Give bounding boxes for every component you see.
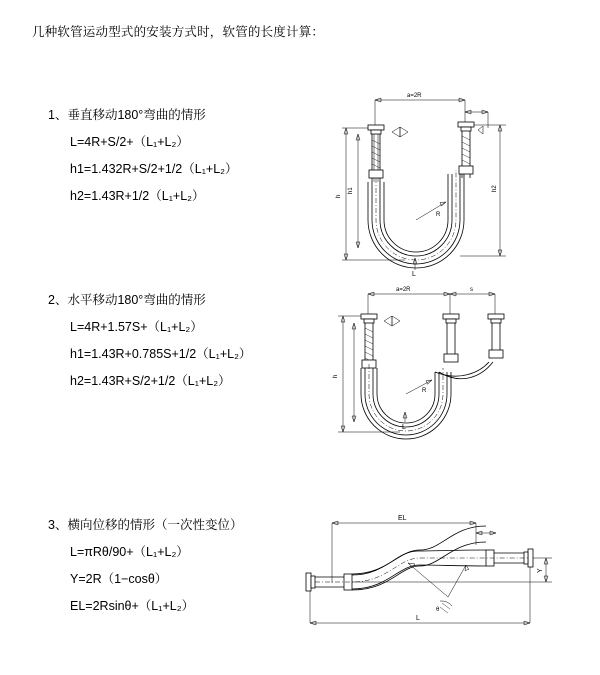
section-text-block: [48, 515, 308, 623]
section-title: 1、垂直移动180°弯曲的情形: [48, 108, 206, 122]
svg-text:h2: h2: [492, 185, 498, 192]
lateral-offset-diagram: [290, 505, 570, 645]
section-text-block: [48, 290, 308, 398]
formula-line: h1=1.432R+S/2+1/2（L₁+L₂）: [70, 162, 238, 176]
section-text-block: [48, 105, 308, 213]
svg-text:h1: h1: [348, 187, 354, 194]
formula-line: h1=1.43R+0.785S+1/2（L₁+L₂）: [70, 347, 252, 361]
section-title: 2、水平移动180°弯曲的情形: [48, 293, 206, 307]
svg-text:θ: θ: [436, 607, 440, 613]
section-title: 3、横向位移的情形（一次性变位）: [48, 518, 243, 532]
formula-line: h2=1.43R+1/2（L₁+L₂）: [70, 189, 205, 203]
svg-text:R: R: [422, 388, 427, 394]
svg-text:L: L: [412, 271, 416, 278]
formula-line: Y=2R（1−cosθ）: [70, 572, 168, 586]
svg-text:a=2R: a=2R: [396, 287, 411, 293]
formula-line: h2=1.43R+S/2+1/2（L₁+L₂）: [70, 374, 231, 388]
svg-text:h: h: [333, 374, 339, 378]
horizontal-180-bend-diagram: [310, 272, 570, 442]
page-title: 几种软管运动型式的安装方式时，软管的长度计算：: [32, 25, 325, 39]
formula-line: L=πRθ/90+（L₁+L₂）: [70, 545, 189, 559]
svg-text:L: L: [402, 424, 406, 431]
vertical-180-bend-diagram: [310, 70, 570, 290]
svg-text:s: s: [470, 287, 473, 293]
svg-text:EL: EL: [398, 515, 407, 522]
formula-line: L=4R+S/2+（L₁+L₂）: [70, 135, 189, 149]
formula-line: EL=2Rsinθ+（L₁+L₂）: [70, 599, 195, 613]
svg-text:L: L: [416, 615, 420, 622]
svg-text:h: h: [336, 194, 342, 198]
svg-text:Y: Y: [537, 568, 544, 573]
formula-line: L=4R+1.57S+（L₁+L₂）: [70, 320, 203, 334]
svg-text:R: R: [436, 212, 441, 218]
svg-text:a=2R: a=2R: [407, 93, 422, 99]
